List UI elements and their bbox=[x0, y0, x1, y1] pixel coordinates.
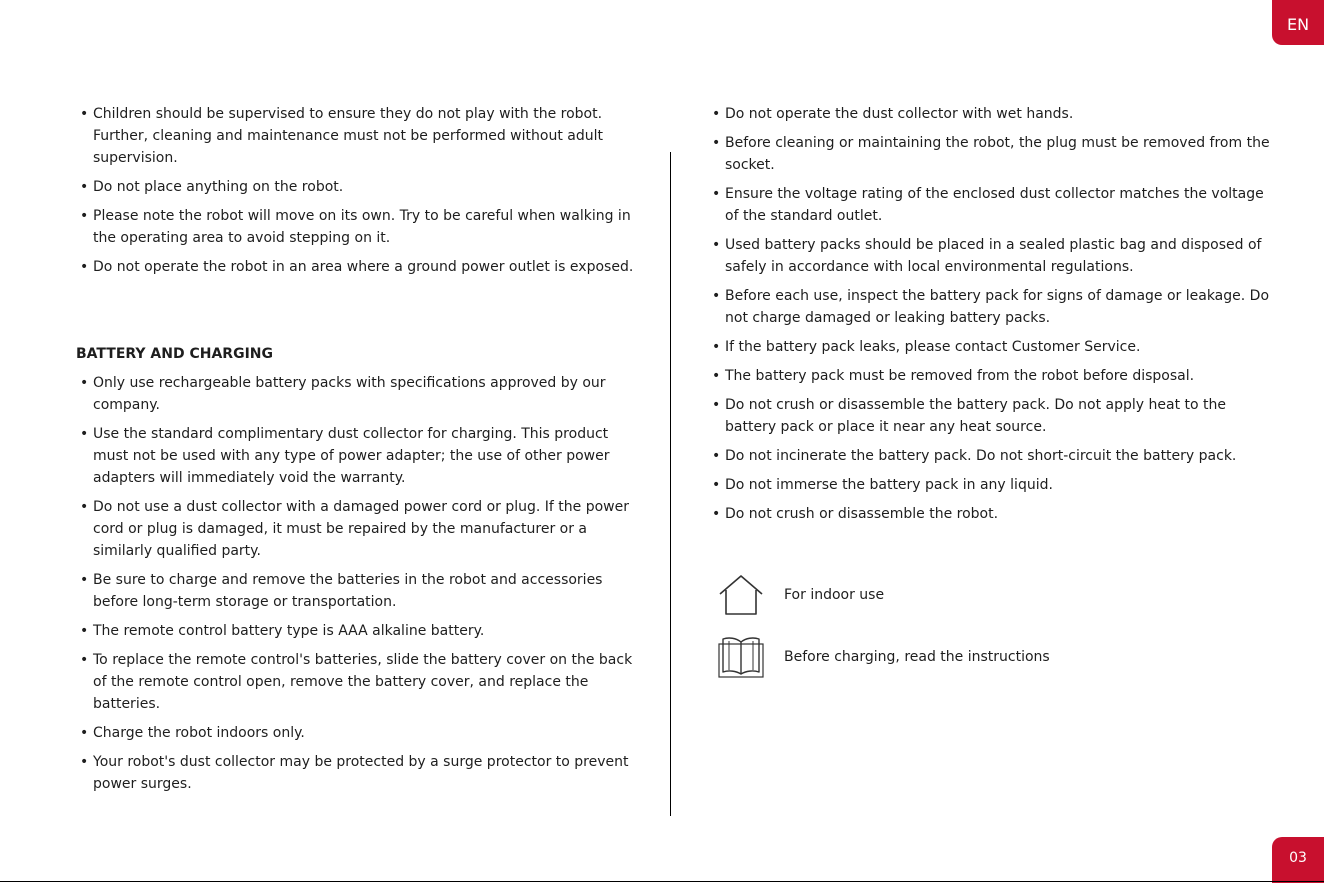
list-item: • Before cleaning or maintaining the robot, the plug must be removed from the socket. bbox=[710, 132, 1270, 176]
right-column bbox=[710, 103, 1270, 532]
safety-list bbox=[78, 103, 638, 278]
list-item: • Do not place anything on the robot. bbox=[78, 176, 638, 198]
battery-safety-list bbox=[710, 103, 1270, 525]
list-item: • Do not incinerate the battery pack. Do not short-circuit the battery pack. bbox=[710, 445, 1270, 467]
section-heading-battery: BATTERY AND CHARGING bbox=[76, 346, 273, 362]
list-item: • Ensure the voltage rating of the enclosed dust collector matches the voltage of the standard outlet. bbox=[710, 183, 1270, 227]
list-item: • Do not operate the robot in an area where a ground power outlet is exposed. bbox=[78, 256, 638, 278]
list-item: • Only use rechargeable battery packs with specifications approved by our company. bbox=[78, 372, 638, 416]
list-item: • Used battery packs should be placed in a sealed plastic bag and disposed of safely in accordance with local environmental regulations. bbox=[710, 234, 1270, 278]
list-item: • Use the standard complimentary dust collector for charging. This product must not be used with any type of power adapter; the use of other power adapters will immediately void the warranty. bbox=[78, 423, 638, 489]
list-item: • The remote control battery type is AAA alkaline battery. bbox=[78, 620, 638, 642]
list-item: • Do not immerse the battery pack in any liquid. bbox=[710, 474, 1270, 496]
list-item: • Do not use a dust collector with a damaged power cord or plug. If the power cord or plug is damaged, it must be repaired by the manufacturer or a similarly qualified party. bbox=[78, 496, 638, 562]
list-item: • Do not crush or disassemble the robot. bbox=[710, 503, 1270, 525]
symbol-indoor-use bbox=[718, 574, 884, 616]
list-item: • Please note the robot will move on its own. Try to be careful when walking in the operating area to avoid stepping on it. bbox=[78, 205, 638, 249]
left-column bbox=[78, 103, 638, 802]
bottom-rule bbox=[0, 881, 1324, 882]
open-book-icon bbox=[718, 636, 764, 678]
language-tab: EN bbox=[1272, 0, 1324, 45]
list-item: • If the battery pack leaks, please contact Customer Service. bbox=[710, 336, 1270, 358]
page-number: 03 bbox=[1272, 837, 1324, 883]
symbol-read-instructions bbox=[718, 636, 1050, 678]
battery-list bbox=[78, 372, 638, 795]
list-item: • Charge the robot indoors only. bbox=[78, 722, 638, 744]
symbol-label: Before charging, read the instructions bbox=[784, 649, 1050, 665]
column-divider bbox=[670, 152, 671, 816]
list-item: • Do not operate the dust collector with wet hands. bbox=[710, 103, 1270, 125]
list-item: • Do not crush or disassemble the battery pack. Do not apply heat to the battery pack or place it near any heat source. bbox=[710, 394, 1270, 438]
list-item: • Before each use, inspect the battery pack for signs of damage or leakage. Do not charge damaged or leaking battery packs. bbox=[710, 285, 1270, 329]
list-item: • Be sure to charge and remove the batteries in the robot and accessories before long-term storage or transportation. bbox=[78, 569, 638, 613]
house-icon bbox=[718, 574, 764, 616]
list-item: • To replace the remote control's batteries, slide the battery cover on the back of the remote control open, remove the battery cover, and replace the batteries. bbox=[78, 649, 638, 715]
list-item: • Your robot's dust collector may be protected by a surge protector to prevent power surges. bbox=[78, 751, 638, 795]
list-item: • Children should be supervised to ensure they do not play with the robot. Further, cleaning and maintenance must not be performed without adult supervision. bbox=[78, 103, 638, 169]
symbol-label: For indoor use bbox=[784, 587, 885, 603]
list-item: • The battery pack must be removed from the robot before disposal. bbox=[710, 365, 1270, 387]
